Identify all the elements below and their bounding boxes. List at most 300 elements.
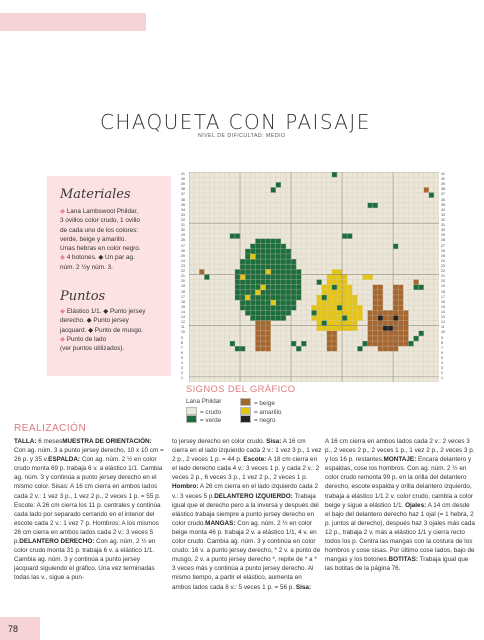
chart-stitch [286, 274, 291, 279]
chart-stitch [352, 326, 357, 331]
chart-stitch [266, 321, 271, 326]
chart-stitch [327, 305, 332, 310]
chart-row-number: 14 [181, 309, 185, 314]
puntos-list [60, 307, 168, 353]
chart-stitch [398, 326, 403, 331]
chart-stitch [388, 321, 393, 326]
chart-stitch [260, 321, 265, 326]
chart-stitch [327, 331, 332, 336]
chart-stitch [378, 346, 383, 351]
legend-yarn: Lana Phildar [186, 398, 222, 405]
chart-row-number: 25 [441, 253, 445, 258]
chart-stitch [393, 300, 398, 305]
chart-stitch [322, 310, 327, 315]
instructions-column-3 [325, 437, 475, 573]
materials-line: ◆ 4 botones. ◆ Un par ag. [60, 254, 135, 262]
chart-stitch [240, 269, 245, 274]
chart-stitch [347, 300, 352, 305]
chart-stitch [322, 285, 327, 290]
page-number: 78 [8, 624, 19, 634]
chart-row-number: 29 [181, 233, 185, 238]
chart-stitch [250, 274, 255, 279]
chart-stitch [383, 346, 388, 351]
chart-stitch [245, 285, 250, 290]
chart-stitch [357, 310, 362, 315]
chart-stitch [378, 295, 383, 300]
chart-stitch [378, 341, 383, 346]
chart-stitch [332, 331, 337, 336]
chart-stitch [327, 341, 332, 346]
chart-stitch [317, 326, 322, 331]
chart-stitch [388, 326, 393, 331]
chart-stitch [255, 244, 260, 249]
chart-stitch [255, 346, 260, 351]
chart-stitch [357, 346, 362, 351]
chart-stitch [342, 321, 347, 326]
chart-stitch [255, 326, 260, 331]
chart-stitch [266, 331, 271, 336]
chart-stitch [281, 300, 286, 305]
chart-stitch [332, 336, 337, 341]
chart-row-number: 23 [441, 263, 445, 268]
chart-stitch [368, 310, 373, 315]
chart-stitch [403, 326, 408, 331]
chart-stitch [271, 249, 276, 254]
chart-stitch [250, 295, 255, 300]
chart-stitch [322, 290, 327, 295]
chart-stitch [240, 285, 245, 290]
chart-stitch [301, 341, 306, 346]
chart-stitch [204, 274, 209, 279]
chart-stitch [240, 346, 245, 351]
chart-stitch [373, 203, 378, 208]
chart-stitch [276, 182, 281, 187]
chart-stitch [398, 321, 403, 326]
chart-stitch [373, 305, 378, 310]
chart-stitch [373, 326, 378, 331]
chart-row-number: 20 [441, 279, 445, 284]
instruction-text: TALLA: 6 mesesMUESTRA DE ORIENTACIÓN: Con ag. núm. 3 a punto jersey derecho, 10 x 10 cm = 26 p. y 35 v.ESPALDA: Con ag. núm. 2 ½ en color crudo monta 69 p. trabaja 6 v. a elástico 1/1. Cambia ag. núm. 3 y continúa a punto jersey derecho en el mismo color. Sisas: A 16 cm cierra en ambos lados cada 2 v.: 1 vez 3 p., 1 vez 2 p., 2 veces 1 p. = 55 p. Escote: A 26 cm cierra los 11 p. centrales y continúa cada lado por separado cerrando en el interior del escote cada 2 v.: 1 vez 7 p. Hombros: A los mismos 26 cm cierra en ambos lados cada 2 v.: 3 veces 5 p.DELANTERO DERECHO: Con ag. núm. 2 ½ en color crudo monta 31 p. trabaja 6 v. a elástico 1/1. Cambia ag. núm. 3 y continúa a punto jersey jacquard siguiendo el gráfico. Una vez terminadas todas las v., sigue a pun- [14, 438, 164, 582]
chart-stitch [332, 280, 337, 285]
chart-stitch [393, 326, 398, 331]
chart-row-number: 22 [181, 269, 185, 274]
chart-stitch [291, 264, 296, 269]
chart-stitch [342, 295, 347, 300]
chart-stitch [286, 285, 291, 290]
chart-stitch [260, 285, 265, 290]
chart-stitch [327, 295, 332, 300]
chart-row-number: 22 [441, 269, 445, 274]
chart-stitch [235, 269, 240, 274]
chart-row-number: 3 [441, 366, 443, 371]
chart-stitch [419, 285, 424, 290]
chart-stitch [296, 269, 301, 274]
chart-stitch [393, 244, 398, 249]
chart-stitch [332, 315, 337, 320]
legend-item-crudo: = crudo [186, 407, 221, 418]
chart-stitch [255, 331, 260, 336]
chart-stitch [260, 336, 265, 341]
chart-stitch [245, 310, 250, 315]
chart-stitch [373, 315, 378, 320]
chart-stitch [378, 321, 383, 326]
chart-row-number: 31 [441, 223, 445, 228]
chart-row-number: 23 [181, 263, 185, 268]
chart-stitch [291, 285, 296, 290]
chart-stitch [403, 321, 408, 326]
chart-stitch [317, 280, 322, 285]
chart-stitch [398, 295, 403, 300]
chart-stitch [296, 346, 301, 351]
chart-stitch [276, 269, 281, 274]
chart-stitch [281, 254, 286, 259]
chart-stitch [337, 326, 342, 331]
chart-stitch [398, 310, 403, 315]
chart-stitch [296, 295, 301, 300]
knitting-chart [189, 172, 439, 382]
chart-stitch [332, 290, 337, 295]
chart-stitch [342, 300, 347, 305]
chart-stitch [281, 290, 286, 295]
chart-row-number: 33 [441, 212, 445, 217]
chart-stitch [388, 331, 393, 336]
chart-stitch [368, 203, 373, 208]
chart-stitch [393, 315, 398, 320]
chart-stitch [322, 295, 327, 300]
chart-row-number: 12 [441, 320, 445, 325]
chart-row-number: 31 [181, 223, 185, 228]
chart-row-number: 40 [441, 177, 445, 182]
chart-stitch [245, 254, 250, 259]
chart-stitch [378, 300, 383, 305]
chart-row-number: 11 [441, 325, 445, 330]
chart-stitch [342, 315, 347, 320]
chart-stitch [260, 300, 265, 305]
chart-stitch [245, 259, 250, 264]
chart-stitch [383, 341, 388, 346]
chart-stitch [266, 295, 271, 300]
chart-stitch [347, 321, 352, 326]
chart-stitch [398, 290, 403, 295]
chart-stitch [266, 336, 271, 341]
chart-stitch [403, 315, 408, 320]
chart-stitch [398, 305, 403, 310]
chart-stitch [286, 259, 291, 264]
chart-stitch [327, 290, 332, 295]
chart-row-number: 8 [441, 340, 443, 345]
chart-stitch [281, 280, 286, 285]
chart-stitch [240, 295, 245, 300]
chart-row-number: 41 [441, 172, 445, 176]
chart-stitch [266, 315, 271, 320]
chart-stitch [347, 315, 352, 320]
chart-stitch [388, 336, 393, 341]
chart-stitch [286, 280, 291, 285]
chart-stitch [393, 290, 398, 295]
chart-stitch [245, 300, 250, 305]
chart-stitch [291, 290, 296, 295]
chart-stitch [255, 290, 260, 295]
chart-stitch [398, 336, 403, 341]
chart-stitch [235, 290, 240, 295]
chart-stitch [388, 341, 393, 346]
chart-row-number: 38 [181, 187, 185, 192]
chart-stitch [296, 285, 301, 290]
chart-stitch [317, 305, 322, 310]
chart-stitch [383, 326, 388, 331]
chart-stitch [260, 346, 265, 351]
chart-stitch [368, 341, 373, 346]
legend [186, 398, 316, 433]
chart-stitch [266, 264, 271, 269]
chart-stitch [322, 300, 327, 305]
chart-stitch [271, 244, 276, 249]
chart-stitch [398, 331, 403, 336]
chart-stitch [266, 239, 271, 244]
chart-stitch [393, 336, 398, 341]
chart-stitch [352, 300, 357, 305]
chart-row-number: 15 [441, 304, 445, 309]
chart-stitch [286, 249, 291, 254]
chart-row-number: 19 [441, 284, 445, 289]
chart-row-number: 9 [441, 335, 443, 340]
chart-stitch [337, 280, 342, 285]
chart-row-number: 17 [181, 294, 185, 299]
chart-stitch [266, 290, 271, 295]
chart-stitch [255, 305, 260, 310]
materials-line: núm. 2 ½y núm. 3. [60, 263, 113, 271]
chart-row-number: 8 [181, 340, 183, 345]
knitting-chart-grid [189, 172, 439, 382]
chart-row-number: 27 [441, 243, 445, 248]
chart-stitch [337, 300, 342, 305]
chart-stitch [235, 274, 240, 279]
chart-stitch [398, 341, 403, 346]
chart-stitch [322, 305, 327, 310]
chart-stitch [419, 331, 424, 336]
chart-stitch [286, 300, 291, 305]
chart-stitch [276, 300, 281, 305]
chart-stitch [250, 249, 255, 254]
chart-stitch [240, 280, 245, 285]
chart-stitch [322, 315, 327, 320]
chart-row-number: 36 [181, 197, 185, 202]
chart-stitch [266, 244, 271, 249]
chart-stitch [250, 315, 255, 320]
chart-row-number: 16 [441, 299, 445, 304]
chart-stitch [260, 239, 265, 244]
chart-stitch [199, 269, 204, 274]
header-color-bar [0, 13, 146, 31]
chart-stitch [368, 274, 373, 279]
chart-stitch [281, 269, 286, 274]
chart-stitch [332, 305, 337, 310]
chart-stitch [413, 280, 418, 285]
chart-row-number: 5 [441, 355, 443, 360]
chart-row-number: 36 [441, 197, 445, 202]
chart-stitch [357, 305, 362, 310]
materials-line: verde, beige y amarillo. [60, 235, 127, 243]
chart-stitch [281, 285, 286, 290]
legend-item-beige: = beige [240, 398, 275, 409]
chart-row-number: 5 [181, 355, 183, 360]
chart-row-number: 2 [181, 371, 183, 376]
chart-stitch [383, 331, 388, 336]
chart-stitch [255, 259, 260, 264]
materials-line: derecho. ◆ Punto jersey [60, 317, 129, 325]
chart-stitch [327, 326, 332, 331]
chart-stitch [255, 254, 260, 259]
chart-row-number: 4 [441, 361, 443, 366]
chart-stitch [271, 315, 276, 320]
chart-stitch [393, 331, 398, 336]
chart-row-number: 7 [441, 345, 443, 350]
chart-stitch [250, 290, 255, 295]
chart-stitch [286, 290, 291, 295]
chart-stitch [276, 239, 281, 244]
chart-stitch [296, 274, 301, 279]
chart-stitch [281, 274, 286, 279]
chart-stitch [342, 326, 347, 331]
chart-stitch [281, 259, 286, 264]
chart-row-number: 28 [441, 238, 445, 243]
chart-stitch [373, 336, 378, 341]
chart-stitch [235, 295, 240, 300]
chart-stitch [250, 264, 255, 269]
chart-stitch [286, 264, 291, 269]
chart-stitch [245, 249, 250, 254]
chart-stitch [271, 280, 276, 285]
chart-stitch [281, 315, 286, 320]
chart-stitch [266, 254, 271, 259]
chart-row-number: 34 [181, 207, 185, 212]
chart-stitch [413, 336, 418, 341]
materials-line: Unas hebras en color negro. [60, 245, 141, 253]
chart-row-numbers-left [181, 172, 189, 381]
chart-row-number: 4 [181, 361, 183, 366]
chart-stitch [332, 326, 337, 331]
chart-stitch [255, 336, 260, 341]
chart-row-number: 35 [441, 202, 445, 207]
chart-stitch [347, 326, 352, 331]
chart-stitch [337, 285, 342, 290]
chart-stitch [368, 336, 373, 341]
chart-stitch [266, 326, 271, 331]
chart-stitch [250, 285, 255, 290]
chart-stitch [230, 341, 235, 346]
chart-stitch [230, 233, 235, 238]
chart-stitch [260, 254, 265, 259]
chart-row-number: 33 [181, 212, 185, 217]
legend-item-amarillo: = amarillo [240, 407, 281, 418]
chart-row-number: 3 [181, 366, 183, 371]
chart-stitch [296, 280, 301, 285]
chart-stitch [266, 300, 271, 305]
instruction-text: to jersey derecho en color crudo. Sisa: A 16 cm cierra en el lado izquierdo cada 2 v.: 1 vez 3 p., 1 vez 2 p., 2 veces 1 p. = 44 p. Escote: A 18 cm cierra en el lado derecho cada 4 v.: 3 veces 1 p. y cada 2 v.: 2 veces 2 p., 6 veces 3 p., 1 vez 2 p., 2 veces 1 p. Hombro: A 26 cm cierra en el lado izquierdo cada 2 v.: 3 veces 5 p.DELANTERO IZQUIERDO: Trabaja igual que el derecho pero a la inversa y después del elástico trabaja siempre a punto jersey derecho en color crudo.MANGAS: Con ag. núm. 2 ½ en color beige monta 46 p. trabaja 2 v. a elástico 1/1, 4 v. en color crudo. Cambia ag. núm. 3 y continúa en color crudo: 16 v. a punto jersey derecho, * 2 v. a punto de musgo, 2 v. a punto jersey derecho *, repite de * a * 3 veces más y continúa a punto jersey derecho. Al mismo tiempo, a partir el elástico, aumenta en ambos lados cada 8 v.: 5 veces 1 p. = 56 p. Sisa: [172, 438, 322, 591]
legend-item-negro: = negro [240, 415, 276, 426]
chart-stitch [403, 310, 408, 315]
chart-stitch [332, 172, 337, 177]
chart-stitch [311, 305, 316, 310]
chart-stitch [281, 295, 286, 300]
chart-stitch [357, 315, 362, 320]
chart-stitch [271, 264, 276, 269]
chart-stitch [378, 305, 383, 310]
chart-stitch [255, 310, 260, 315]
chart-stitch [393, 310, 398, 315]
chart-stitch [235, 233, 240, 238]
chart-stitch [260, 274, 265, 279]
chart-stitch [373, 295, 378, 300]
chart-stitch [250, 305, 255, 310]
chart-stitch [276, 280, 281, 285]
chart-row-number: 10 [441, 330, 445, 335]
materiales-heading: Materiales [60, 187, 131, 202]
chart-stitch [240, 264, 245, 269]
chart-stitch [260, 259, 265, 264]
chart-stitch [266, 259, 271, 264]
chart-stitch [352, 295, 357, 300]
chart-stitch [403, 336, 408, 341]
chart-row-number: 18 [181, 289, 185, 294]
chart-stitch [393, 341, 398, 346]
chart-row-number: 27 [181, 243, 185, 248]
chart-stitch [255, 300, 260, 305]
chart-stitch [235, 280, 240, 285]
chart-stitch [317, 315, 322, 320]
chart-stitch [393, 285, 398, 290]
chart-stitch [271, 285, 276, 290]
legend-heading: SIGNOS DEL GRÁFICO [186, 383, 296, 394]
materials-line: ◆ Elástico 1/1. ◆ Punto jersey [60, 308, 146, 315]
chart-stitch [235, 285, 240, 290]
chart-stitch [373, 290, 378, 295]
chart-stitch [317, 300, 322, 305]
chart-stitch [255, 264, 260, 269]
chart-stitch [317, 310, 322, 315]
chart-stitch [260, 264, 265, 269]
chart-stitch [347, 310, 352, 315]
chart-stitch [266, 285, 271, 290]
chart-stitch [368, 315, 373, 320]
chart-row-number: 1 [181, 376, 183, 381]
chart-row-number: 29 [441, 233, 445, 238]
chart-stitch [260, 269, 265, 274]
chart-stitch [266, 274, 271, 279]
chart-stitch [342, 305, 347, 310]
chart-stitch [286, 305, 291, 310]
chart-stitch [286, 295, 291, 300]
instructions-column-1 [14, 437, 164, 583]
chart-row-number: 10 [181, 330, 185, 335]
chart-stitch [276, 305, 281, 310]
chart-stitch [260, 326, 265, 331]
chart-stitch [332, 285, 337, 290]
chart-row-number: 21 [441, 274, 445, 279]
chart-stitch [276, 244, 281, 249]
chart-stitch [337, 321, 342, 326]
chart-stitch [260, 295, 265, 300]
chart-stitch [347, 305, 352, 310]
chart-stitch [403, 331, 408, 336]
chart-stitch [260, 331, 265, 336]
chart-stitch [373, 285, 378, 290]
chart-stitch [291, 341, 296, 346]
chart-stitch [281, 264, 286, 269]
materiales-list [60, 207, 168, 272]
chart-stitch [342, 274, 347, 279]
chart-row-number: 40 [181, 177, 185, 182]
